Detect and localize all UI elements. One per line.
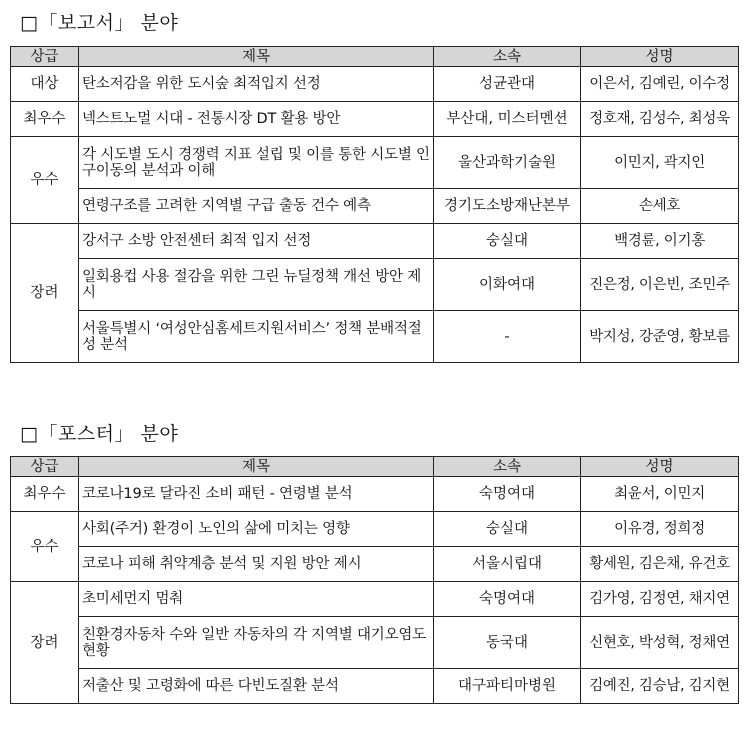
names-cell: 황세원, 김은채, 유건호 [581, 547, 739, 582]
title-cell: 일회용컵 사용 절감을 위한 그린 뉴딜정책 개선 방안 제시 [79, 259, 434, 311]
title-cell: 서울특별시 ‘여성안심홈세트지원서비스’ 정책 분배적절성 분석 [79, 311, 434, 363]
poster-section-heading: □「포스터」 분야 [20, 423, 179, 445]
table-row [11, 311, 739, 363]
title-cell: 초미세먼지 멈춰 [79, 582, 434, 617]
grade-cell: 우수 [11, 512, 79, 582]
table-row [11, 669, 739, 704]
affiliation-cell: 서울시립대 [434, 547, 581, 582]
table-row [11, 547, 739, 582]
names-cell: 정호재, 김성수, 최성욱 [581, 102, 739, 137]
header-title: 제목 [79, 457, 434, 477]
grade-cell: 최우수 [11, 102, 79, 137]
title-cell: 넥스트노멀 시대 - 전통시장 DT 활용 방안 [79, 102, 434, 137]
names-cell: 이은서, 김예린, 이수정 [581, 67, 739, 102]
grade-cell: 대상 [11, 67, 79, 102]
table-row [11, 259, 739, 311]
title-cell: 코로나 피해 취약계층 분석 및 지원 방안 제시 [79, 547, 434, 582]
report-section-heading: □「보고서」 분야 [20, 12, 179, 34]
table-row [11, 224, 739, 259]
affiliation-cell: 울산과학기술원 [434, 137, 581, 189]
header-affiliation: 소속 [434, 457, 581, 477]
header-grade: 상급 [11, 47, 79, 67]
grade-cell: 장려 [11, 224, 79, 363]
title-cell: 사회(주거) 환경이 노인의 삶에 미치는 영향 [79, 512, 434, 547]
table-header-row [11, 47, 739, 67]
names-cell: 이민지, 곽지인 [581, 137, 739, 189]
grade-cell: 우수 [11, 137, 79, 224]
names-cell: 김예진, 김승남, 김지현 [581, 669, 739, 704]
header-grade: 상급 [11, 457, 79, 477]
affiliation-cell: 숭실대 [434, 512, 581, 547]
names-cell: 신현호, 박성혁, 정채연 [581, 617, 739, 669]
table-row [11, 512, 739, 547]
names-cell: 김가영, 김정연, 채지연 [581, 582, 739, 617]
title-cell: 연령구조를 고려한 지역별 구급 출동 건수 예측 [79, 189, 434, 224]
names-cell: 이유경, 정희정 [581, 512, 739, 547]
title-cell: 강서구 소방 안전센터 최적 입지 선정 [79, 224, 434, 259]
table-row [11, 189, 739, 224]
affiliation-cell: 이화여대 [434, 259, 581, 311]
title-cell: 탄소저감을 위한 도시숲 최적입지 선정 [79, 67, 434, 102]
header-names: 성명 [581, 47, 739, 67]
affiliation-cell: 부산대, 미스터멘션 [434, 102, 581, 137]
header-affiliation: 소속 [434, 47, 581, 67]
table-row [11, 582, 739, 617]
names-cell: 백경륜, 이기홍 [581, 224, 739, 259]
table-header-row [11, 457, 739, 477]
grade-cell: 최우수 [11, 477, 79, 512]
table-row [11, 477, 739, 512]
header-names: 성명 [581, 457, 739, 477]
affiliation-cell: 숙명여대 [434, 582, 581, 617]
poster-awards-table [10, 456, 739, 704]
affiliation-cell: - [434, 311, 581, 363]
grade-cell: 장려 [11, 582, 79, 704]
affiliation-cell: 대구파티마병원 [434, 669, 581, 704]
table-row [11, 617, 739, 669]
names-cell: 박지성, 강준영, 황보름 [581, 311, 739, 363]
table-row [11, 102, 739, 137]
names-cell: 진은정, 이은빈, 조민주 [581, 259, 739, 311]
affiliation-cell: 숙명여대 [434, 477, 581, 512]
title-cell: 저출산 및 고령화에 따른 다빈도질환 분석 [79, 669, 434, 704]
affiliation-cell: 경기도소방재난본부 [434, 189, 581, 224]
affiliation-cell: 성균관대 [434, 67, 581, 102]
header-title: 제목 [79, 47, 434, 67]
names-cell: 최윤서, 이민지 [581, 477, 739, 512]
title-cell: 친환경자동차 수와 일반 자동차의 각 지역별 대기오염도 현황 [79, 617, 434, 669]
affiliation-cell: 숭실대 [434, 224, 581, 259]
table-row [11, 67, 739, 102]
names-cell: 손세호 [581, 189, 739, 224]
title-cell: 각 시도별 도시 경쟁력 지표 설립 및 이를 통한 시도별 인구이동의 분석과 이해 [79, 137, 434, 189]
affiliation-cell: 동국대 [434, 617, 581, 669]
title-cell: 코로나19로 달라진 소비 패턴 - 연령별 분석 [79, 477, 434, 512]
report-awards-table [10, 46, 739, 363]
table-row [11, 137, 739, 189]
